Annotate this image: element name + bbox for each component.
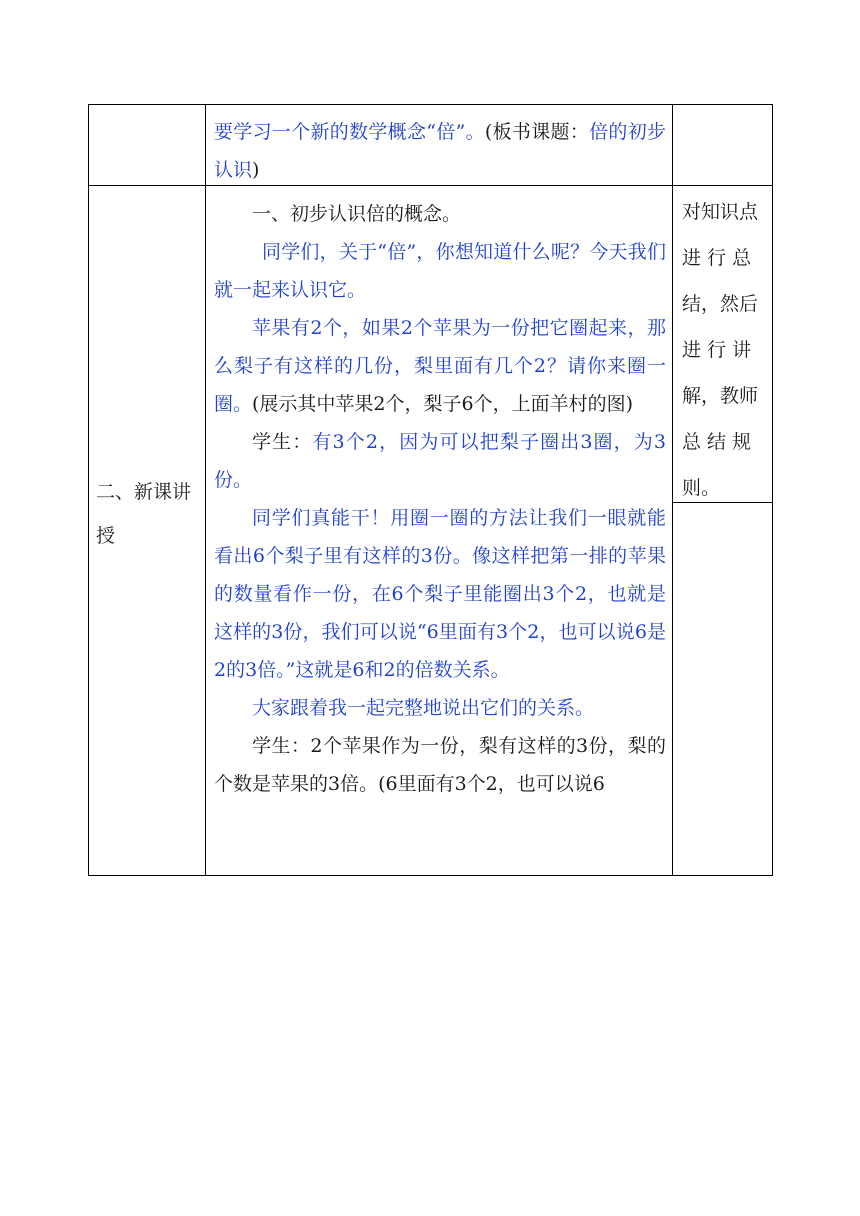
table-border-top	[88, 104, 773, 105]
table-border-right	[772, 104, 773, 876]
section-heading: 一、初步认识倍的概念。	[252, 203, 462, 225]
paragraph-5: 大家跟着我一起完整地说出它们的关系。	[252, 697, 595, 719]
table-border-left	[88, 104, 89, 876]
column-divider-2	[672, 104, 673, 876]
paragraph-2-note: (展示其中苹果2个，梨子6个，上面羊村的图)	[252, 393, 634, 415]
intro-text: 要学习一个新的数学概念“倍”。	[214, 121, 485, 143]
note-line: 进 行 总	[682, 247, 752, 269]
intro-note-open: (板书课题：	[484, 121, 590, 143]
note-line: 则。	[682, 477, 721, 499]
paragraph-6: 学生：2个苹果作为一份，梨有这样的3份，梨的个数是苹果的3倍。(6里面有3个2，也可以说6	[214, 735, 666, 795]
paragraph-3: 有3个2，因为可以把梨子圈出3圈，为3份。	[214, 431, 666, 491]
column-divider-1	[205, 104, 206, 876]
note-line: 结，然后	[682, 293, 759, 315]
paragraph-4: 同学们真能干！用圈一圈的方法让我们一眼就能看出6个梨子里有这样的3份。像这样把第一排的苹果的数量看作一份，在6个梨子里能圈出3个2，也就是这样的3份，我们可以说“6里面有3个2，也可以说6是2的3倍。”这就是6和2的倍数关系。	[214, 507, 666, 681]
lesson-content	[214, 195, 666, 803]
note-line: 总 结 规	[682, 431, 752, 453]
teaching-note	[682, 189, 768, 511]
paragraph-2: 苹果有2个，如果2个苹果为一份把它圈起来，那么梨子有这样的几份，梨里面有几个2？请你来圈一圈。	[214, 317, 666, 415]
table-border-bottom	[88, 875, 773, 876]
paragraph-1: 同学们，关于“倍”，你想知道什么呢？今天我们就一起来认识它。	[214, 241, 666, 301]
note-line: 进 行 讲	[682, 339, 752, 361]
section-label: 二、新课讲授	[96, 481, 192, 547]
note-line: 对知识点	[682, 201, 759, 223]
intro-note-close: )	[252, 159, 260, 181]
student-label: 学生：	[252, 431, 313, 453]
lesson-title: 倍的初步认识	[214, 121, 666, 181]
note-line: 解，教师	[682, 385, 759, 407]
intro-cell	[214, 113, 666, 189]
